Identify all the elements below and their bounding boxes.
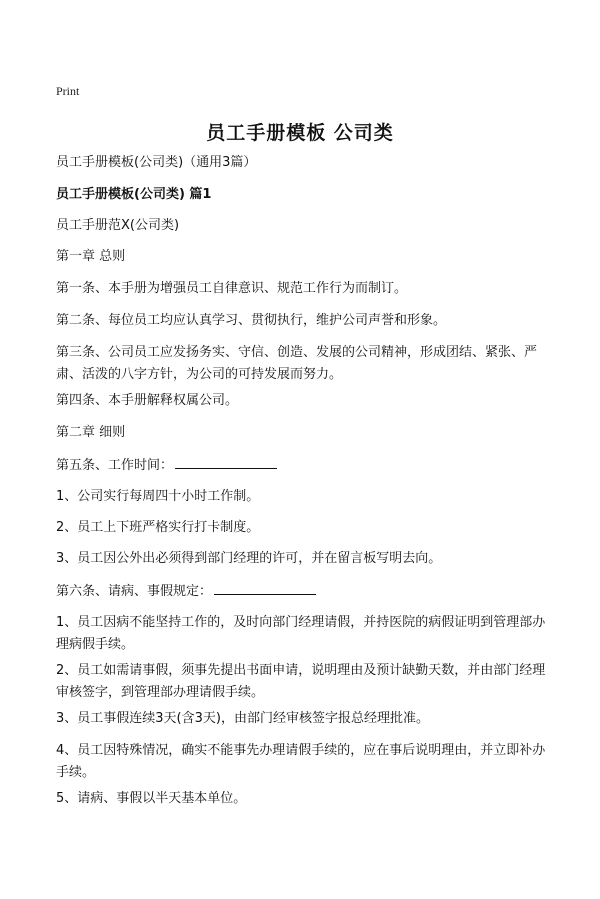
- paragraph: 第二条、每位员工均应认真学习、贯彻执行，维护公司声誉和形象。: [56, 313, 447, 328]
- paragraph: 5、请病、事假以半天基本单位。: [56, 791, 247, 806]
- fill-in-blank: [214, 580, 316, 595]
- paragraph-with-blank: [56, 580, 556, 603]
- paragraph-text: 第五条、工作时间：: [56, 458, 174, 473]
- paragraph: 员工手册范X(公司类): [56, 218, 180, 233]
- subtitle-line: 员工手册模板(公司类)（通用3篇）: [56, 155, 257, 170]
- paragraph: 1、公司实行每周四十小时工作制。: [56, 489, 260, 504]
- paragraph: 第一条、本手册为增强员工自律意识、规范工作行为而制订。: [56, 281, 408, 296]
- paragraph: 1、员工因病不能坚持工作的，及时向部门经理请假，并持医院的病假证明到管理部办理病假手续。: [56, 615, 546, 652]
- fill-in-blank: [175, 454, 277, 469]
- paragraph-text: 第六条、请病、事假规定：: [56, 584, 213, 599]
- document-title: 员工手册模板 公司类: [206, 122, 394, 144]
- paragraph: 3、员工事假连续3天(含3天)，由部门经审核签字报总经理批准。: [56, 711, 429, 726]
- print-label: Print: [56, 84, 80, 98]
- chapter-heading: 第二章 细则: [56, 425, 126, 440]
- paragraph: 2、员工上下班严格实行打卡制度。: [56, 520, 260, 535]
- paragraph: 第四条、本手册解释权属公司。: [56, 393, 239, 408]
- section-heading: 员工手册模板(公司类) 篇1: [56, 187, 212, 202]
- paragraph: 第三条、公司员工应发扬务实、守信、创造、发展的公司精神，形成团结、紧张、严肃、活泼的八字方针，为公司的可持发展而努力。: [56, 345, 538, 382]
- paragraph-with-blank: [56, 454, 556, 477]
- chapter-heading: 第一章 总则: [56, 249, 126, 264]
- paragraph: 3、员工因公外出必须得到部门经理的许可，并在留言板写明去向。: [56, 551, 442, 566]
- paragraph: 2、员工如需请事假，须事先提出书面申请，说明理由及预计缺勤天数，并由部门经理审核签字，到管理部办理请假手续。: [56, 663, 546, 700]
- paragraph: 4、员工因特殊情况，确实不能事先办理请假手续的，应在事后说明理由，并立即补办手续。: [56, 743, 546, 780]
